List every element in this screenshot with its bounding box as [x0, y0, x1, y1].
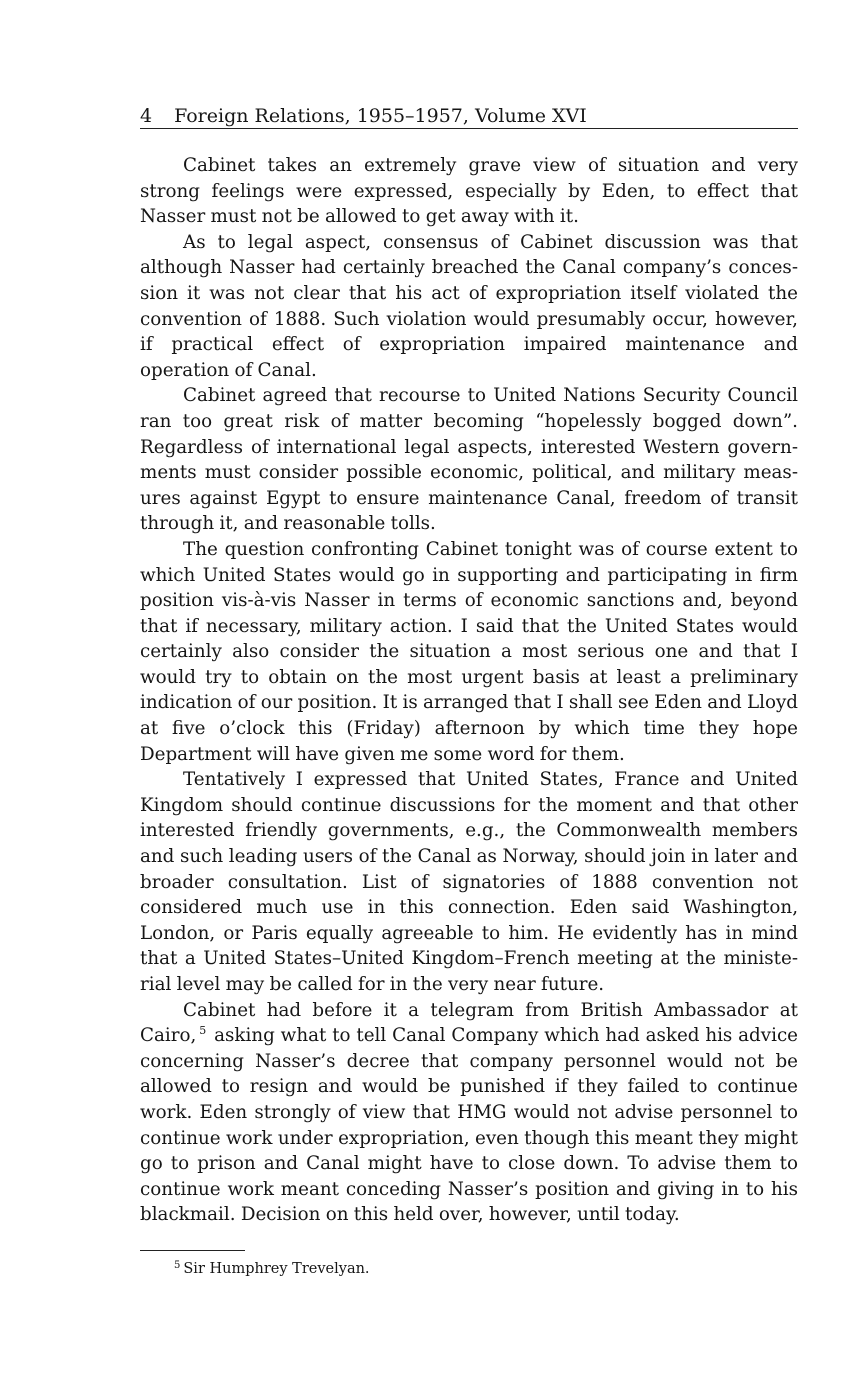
footnote — [140, 1259, 798, 1279]
paragraph-text-before-ref: Cabinet had before it a telegram from British Ambassador at Cairo, — [140, 999, 798, 1047]
footnote-reference[interactable]: 5 — [199, 1024, 207, 1038]
paragraph-with-footnote-ref — [140, 998, 798, 1228]
footnote-divider — [140, 1250, 245, 1251]
paragraph: As to legal aspect, consensus of Cabinet discussion was that although Nasser had certainly breached the Canal company’s concession it was not clear that his act of expropriation itself violated the convention of 1888. Such violation would presumably occur, however, if practical effect of expropriation impaired maintenance and operation of Canal. — [140, 231, 798, 381]
footnote-text: Sir Humphrey Trevelyan. — [183, 1260, 370, 1277]
publication-title: Foreign Relations, 1955–1957, Volume XVI — [174, 105, 587, 127]
paragraph: Cabinet agreed that recourse to United Nations Security Council ran too great risk of matter becoming “hopelessly bogged down”. Regardless of international legal aspects, interested Western governments must consider possible economic, political, and military measures against Egypt to ensure maintenance Canal, freedom of transit through it, and reasonable tolls. — [140, 385, 798, 535]
running-header — [140, 104, 798, 129]
paragraph: Cabinet takes an extremely grave view of situation and very strong feelings were expressed, especially by Eden, to effect that Nasser must not be allowed to get away with it. — [140, 155, 798, 228]
paragraph: The question confronting Cabinet tonight was of course extent to which United States would go in supporting and participating in firm position vis-à-vis Nasser in terms of economic sanctions and, beyond that if necessary, military action. I said that the United States would certainly also consider the situation a most serious one and that I would try to obtain on the most urgent basis at least a preliminary indication of our position. It is arranged that I shall see Eden and Lloyd at five o’clock this (Friday) afternoon by which time they hope Department will have given me some word for them. — [140, 538, 798, 765]
footnote-marker: 5 — [174, 1259, 181, 1271]
document-page — [140, 104, 798, 1279]
body-text — [140, 153, 798, 1228]
paragraph-text-after-ref: asking what to tell Canal Company which had asked his advice concerning Nasser’s decree that company personnel would not be allowed to resign and would be punished if they failed to continue work. Eden strongly of view that HMG would not advise personnel to continue work under expropriation, even though this meant they might go to prison and Canal might have to close down. To advise them to continue work meant conceding Nasser’s position and giving in to his blackmail. Decision on this held over, however, until today. — [140, 1025, 798, 1226]
paragraph: Tentatively I expressed that United States, France and United Kingdom should continue discussions for the moment and that other interested friendly governments, e.g., the Commonwealth members and such leading users of the Canal as Norway, should join in later and broader consultation. List of signatories of 1888 convention not considered much use in this connection. Eden said Washington, London, or Paris equally agreeable to him. He evidently has in mind that a United States–United Kingdom–French meeting at the ministerial level may be called for in the very near future. — [140, 769, 798, 995]
page-number: 4 — [140, 105, 153, 127]
